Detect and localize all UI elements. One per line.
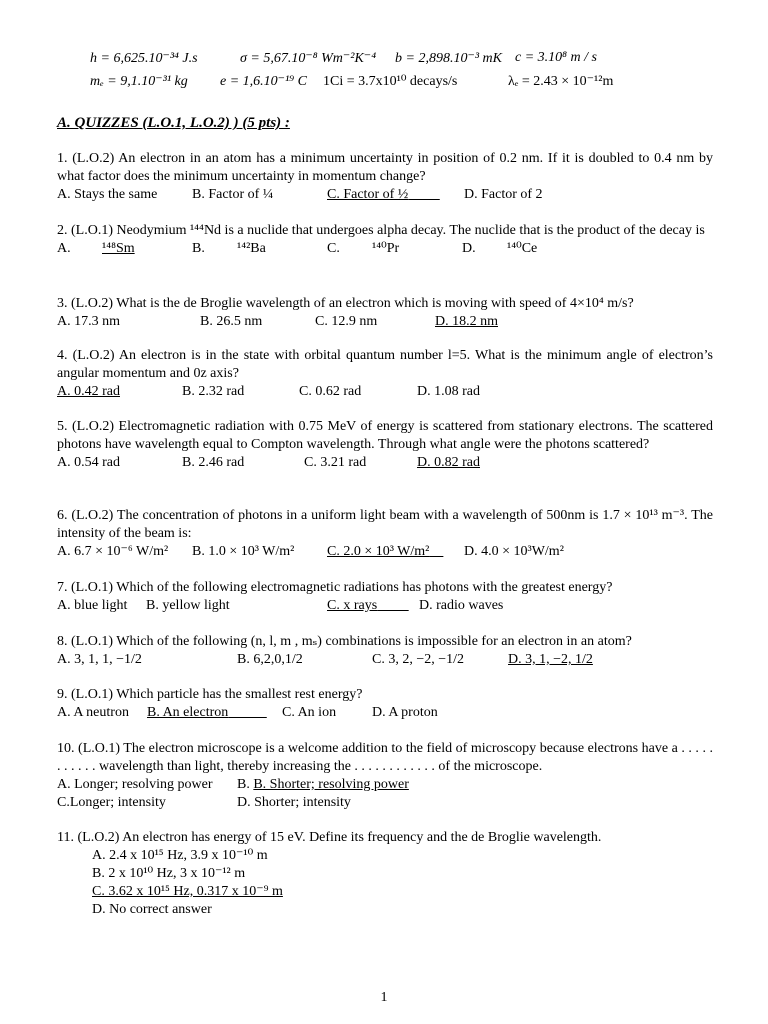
section-title: A. QUIZZES (L.O.1, L.O.2) ) (5 pts) :	[57, 115, 290, 131]
option-d: D. A proton	[372, 705, 438, 720]
option-c: C. 3.21 rad	[304, 455, 367, 470]
page-number: 1	[380, 990, 388, 1005]
option-a: A. 17.3 nm	[57, 314, 120, 329]
option-c: ¹⁴⁰Pr	[372, 241, 400, 256]
constant-lambda-c: λₑ = 2.43 × 10⁻¹²m	[508, 74, 614, 89]
option-c: C. Factor of ½	[327, 187, 409, 202]
option-d: D. 3, 1, −2, 1/2	[508, 652, 593, 667]
question-text: 5. (L.O.2) Electromagnetic radiation with 0.75 MeV of energy is scattered from stationary electrons. The scattered photons have wavelength equal to Compton wavelength. Through what angle were the photons scattered?	[57, 419, 713, 452]
option-d: D. 0.82 rad	[417, 455, 480, 470]
question-7	[57, 579, 713, 615]
option-b: B. yellow light	[146, 598, 230, 613]
options	[57, 543, 713, 561]
question-8	[57, 633, 713, 669]
question-text: 9. (L.O.1) Which particle has the smallest rest energy?	[57, 687, 363, 702]
constant-b: b = 2,898.10⁻³ mK	[395, 51, 502, 66]
constant-me: mₑ = 9,1.10⁻³¹ kg	[90, 74, 188, 89]
constant-c: c = 3.10⁸ m / s	[515, 50, 597, 65]
option-d: D. Factor of 2	[464, 187, 543, 202]
option-b: B. An electron	[147, 705, 229, 720]
option-c: C. 3.62 x 10¹⁵ Hz, 0.317 x 10⁻⁹ m	[92, 884, 283, 899]
option-d: D. No correct answer	[92, 902, 212, 917]
option-c: C. An ion	[282, 705, 337, 720]
question-3	[57, 295, 713, 331]
option-b: B. 2.32 rad	[182, 384, 245, 399]
question-text: 11. (L.O.2) An electron has energy of 15 eV. Define its frequency and the de Broglie wavelength.	[57, 830, 602, 845]
question-10	[57, 740, 713, 812]
options	[57, 186, 713, 204]
question-text: 10. (L.O.1) The electron microscope is a welcome addition to the field of microscopy because electrons have a . . . . . . . . . . . wavelength than light, thereby increasing the . . . . . . . . . . . . of the microscope.	[57, 741, 713, 774]
options	[57, 313, 713, 331]
option-a: A. 0.54 rad	[57, 455, 120, 470]
option-b: B. 1.0 × 10³ W/m²	[192, 544, 295, 559]
question-5	[57, 418, 713, 472]
question-text: 1. (L.O.2) An electron in an atom has a minimum uncertainty in position of 0.2 nm. If it is doubled to 0.4 nm by what factor does the minimum uncertainty in momentum change?	[57, 151, 713, 184]
option-d: D. 4.0 × 10³W/m²	[464, 544, 564, 559]
question-text: 3. (L.O.2) What is the de Broglie wavelength of an electron which is moving with speed of 4×10⁴ m/s?	[57, 296, 634, 311]
question-text: 8. (L.O.1) Which of the following (n, l, m , mₛ) combinations is impossible for an electron in an atom?	[57, 634, 632, 649]
question-9	[57, 686, 713, 722]
option-c: C. 3, 2, −2, −1/2	[372, 652, 465, 667]
option-b: B. 26.5 nm	[200, 314, 263, 329]
option-b: B. 2.46 rad	[182, 455, 245, 470]
option-d: D. Shorter; intensity	[237, 795, 351, 810]
option-b: B. B. Shorter; resolving power	[237, 777, 409, 792]
option-a: A. blue light	[57, 598, 128, 613]
option-d: ¹⁴⁰Ce	[507, 241, 538, 256]
options	[57, 240, 713, 258]
option-a: ¹⁴⁸Sm	[102, 241, 135, 256]
option-b-label: B.	[192, 241, 205, 256]
constant-e: e = 1,6.10⁻¹⁹ C	[220, 74, 307, 89]
question-text: 6. (L.O.2) The concentration of photons in a uniform light beam with a wavelength of 500nm is 1.7 × 10¹³ m⁻³. The intensity of the beam is:	[57, 508, 713, 541]
constant-sigma: σ = 5,67.10⁻⁸ Wm⁻²K⁻⁴	[240, 51, 377, 66]
option-a: A. Longer; resolving power	[57, 777, 213, 792]
option-c: C. x rays	[327, 598, 378, 613]
options-row-1	[57, 776, 713, 794]
option-c: C. 12.9 nm	[315, 314, 378, 329]
option-b: B. Factor of ¼	[192, 187, 274, 202]
option-a: A. Stays the same	[57, 187, 158, 202]
question-6	[57, 507, 713, 561]
question-2	[57, 222, 713, 258]
options	[57, 597, 713, 615]
option-b: B. 6,2,0,1/2	[237, 652, 303, 667]
option-c-label: C.	[327, 241, 340, 256]
option-d: D. 1.08 rad	[417, 384, 480, 399]
options	[57, 454, 713, 472]
option-a-label: A.	[57, 241, 71, 256]
option-a: A. 0.42 rad	[57, 384, 120, 399]
option-d: D. 18.2 nm	[435, 314, 498, 329]
option-a: A. 3, 1, 1, −1/2	[57, 652, 142, 667]
options	[57, 704, 713, 722]
question-text: 7. (L.O.1) Which of the following electromagnetic radiations has photons with the greatest energy?	[57, 580, 613, 595]
option-a: A. 2.4 x 10¹⁵ Hz, 3.9 x 10⁻¹⁰ m	[92, 848, 268, 863]
options-list	[57, 847, 713, 919]
question-11	[57, 829, 713, 919]
option-b: B. 2 x 10¹⁰ Hz, 3 x 10⁻¹² m	[92, 866, 246, 881]
option-b: ¹⁴²Ba	[237, 241, 266, 256]
option-a: A. 6.7 × 10⁻⁶ W/m²	[57, 544, 169, 559]
options	[57, 651, 713, 669]
option-c: C. 0.62 rad	[299, 384, 362, 399]
constant-h: h = 6,625.10⁻³⁴ J.s	[90, 51, 198, 66]
option-a: A. A neutron	[57, 705, 129, 720]
question-text: 2. (L.O.1) Neodymium ¹⁴⁴Nd is a nuclide that undergoes alpha decay. The nuclide that is the product of the decay is	[57, 223, 705, 238]
constant-ci: 1Ci = 3.7x10¹⁰ decays/s	[323, 74, 458, 89]
option-c: C.Longer; intensity	[57, 795, 166, 810]
question-text: 4. (L.O.2) An electron is in the state with orbital quantum number l=5. What is the minimum angle of electron’s angular momentum and 0z axis?	[57, 348, 713, 381]
option-c: C. 2.0 × 10³ W/m²	[327, 544, 430, 559]
question-4	[57, 347, 713, 401]
option-d-label: D.	[462, 241, 476, 256]
question-1	[57, 150, 713, 204]
option-d: D. radio waves	[419, 598, 504, 613]
options-row-2	[57, 794, 713, 812]
options	[57, 383, 713, 401]
